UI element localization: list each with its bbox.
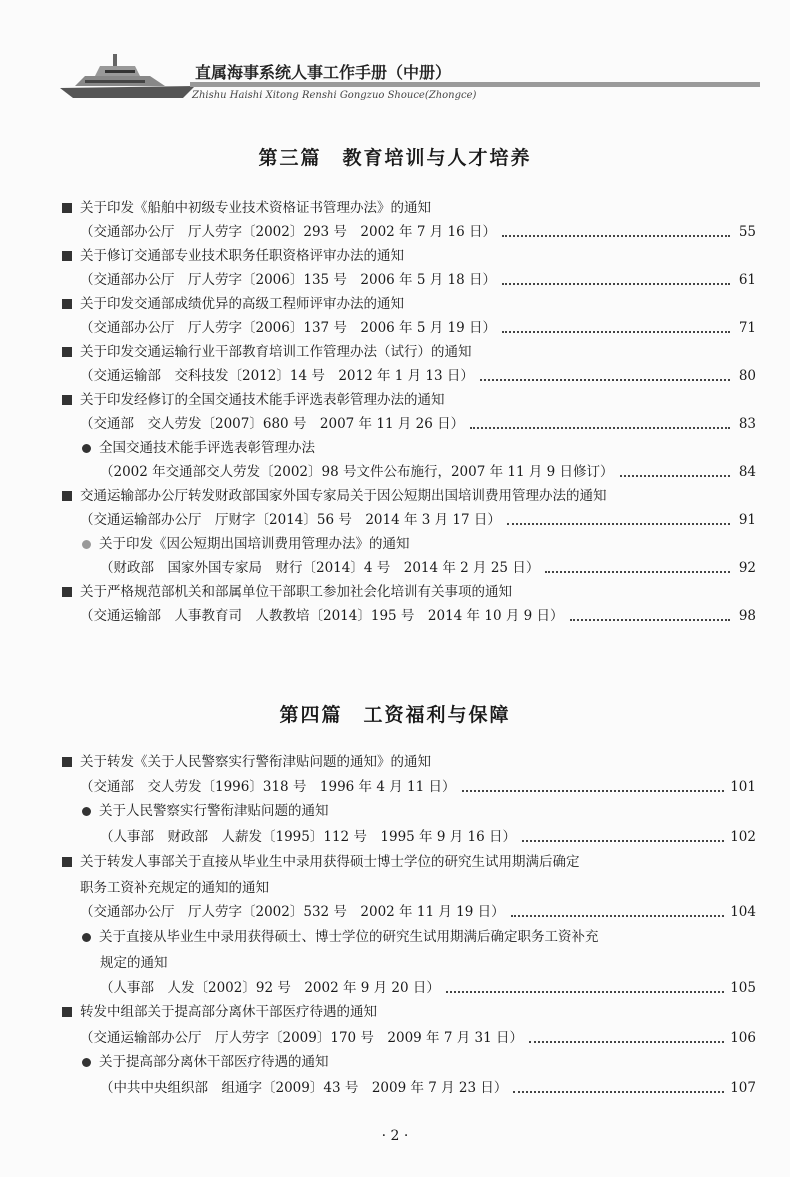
dot-leader	[446, 983, 724, 993]
toc-entry-title	[82, 1053, 329, 1071]
dot-leader	[545, 563, 730, 573]
toc-source-line	[100, 1079, 756, 1097]
toc-source-line	[80, 415, 756, 433]
header-rule	[190, 82, 760, 87]
round-bullet-icon	[82, 1058, 91, 1067]
entry-text: 全国交通技术能手评选表彰管理办法	[99, 440, 315, 456]
toc-entry-title	[62, 487, 607, 505]
page-reference: 106	[730, 1030, 756, 1046]
toc-source-line	[80, 607, 756, 625]
toc-title-continued	[100, 954, 168, 972]
entry-text: （财政部 国家外国专家局 财行〔2014〕4 号 2014 年 2 月 25 日）	[100, 560, 540, 576]
toc-source-line	[80, 223, 756, 241]
page-reference: 102	[730, 829, 756, 845]
entry-text: （人事部 财政部 人薪发〔1995〕112 号 1995 年 9 月 16 日）	[100, 829, 516, 845]
ship-logo-icon	[55, 50, 205, 105]
toc-entry-title	[62, 753, 431, 771]
entry-text: 关于印发《船舶中初级专业技术资格证书管理办法》的通知	[80, 200, 431, 216]
page-number: · 2 ·	[381, 1128, 409, 1144]
entry-text: （交通部 交人劳发〔1996〕318 号 1996 年 4 月 11 日）	[80, 779, 456, 795]
dot-leader	[502, 323, 730, 333]
toc-source-line	[80, 271, 756, 289]
page-reference: 84	[738, 464, 756, 480]
page-reference: 104	[730, 904, 756, 920]
entry-text: 关于印发经修订的全国交通技术能手评选表彰管理办法的通知	[80, 392, 445, 408]
entry-text: 关于印发交通部成绩优异的高级工程师评审办法的通知	[80, 296, 404, 312]
page-reference: 55	[738, 224, 756, 240]
square-bullet-icon	[62, 857, 72, 867]
entry-text: （交通部办公厅 厅人劳字〔2002〕532 号 2002 年 11 月 19 日）	[80, 904, 505, 920]
entry-text: 关于严格规范部机关和部属单位干部职工参加社会化培训有关事项的通知	[80, 584, 512, 600]
page-reference: 92	[738, 560, 756, 576]
entry-text: （交通部办公厅 厅人劳字〔2006〕137 号 2006 年 5 月 19 日）	[80, 320, 496, 336]
dot-leader	[522, 832, 724, 842]
entry-text: （交通运输部 人事教育司 人教教培〔2014〕195 号 2014 年 10 月 9 日）	[80, 608, 564, 624]
toc-entry-title	[62, 343, 472, 361]
toc-source-line	[80, 778, 756, 796]
entry-text: 关于人民警察实行警衔津贴问题的通知	[99, 803, 329, 819]
dot-leader	[502, 227, 730, 237]
toc-source-line	[80, 367, 756, 385]
page-reference: 105	[730, 980, 756, 996]
round-bullet-icon	[82, 444, 91, 453]
entry-text: 关于提高部分离休干部医疗待遇的通知	[99, 1054, 329, 1070]
toc-entry-title	[62, 199, 431, 217]
round-bullet-icon	[82, 540, 91, 549]
square-bullet-icon	[62, 251, 72, 261]
square-bullet-icon	[62, 491, 72, 501]
square-bullet-icon	[62, 757, 72, 767]
dot-leader	[480, 371, 730, 381]
page-reference: 98	[738, 608, 756, 624]
dot-leader	[462, 782, 725, 792]
toc-entry-title	[62, 295, 404, 313]
entry-text: 交通运输部办公厅转发财政部国家外国专家局关于因公短期出国培训费用管理办法的通知	[80, 488, 607, 504]
toc-entry-title	[62, 853, 580, 871]
page-reference: 101	[730, 779, 756, 795]
dot-leader	[470, 419, 730, 429]
entry-text: 关于直接从毕业生中录用获得硕士、博士学位的研究生试用期满后确定职务工资补充	[99, 929, 599, 945]
toc-entry-title	[82, 928, 599, 946]
entry-text: （人事部 人发〔2002〕92 号 2002 年 9 月 20 日）	[100, 980, 440, 996]
entry-text: 关于转发《关于人民警察实行警衔津贴问题的通知》的通知	[80, 754, 431, 770]
square-bullet-icon	[62, 1007, 72, 1017]
toc-source-line	[80, 511, 756, 529]
page-reference: 61	[738, 272, 756, 288]
entry-text: （2002 年交通部交人劳发〔2002〕98 号文件公布施行，2007 年 11 月 9 日修订）	[100, 464, 614, 480]
toc-source-line	[80, 319, 756, 337]
round-bullet-icon	[82, 933, 91, 942]
toc-entry-title	[62, 391, 445, 409]
running-header-pinyin: Zhishu Haishi Xitong Renshi Gongzuo Shouce(Zhongce)	[192, 90, 477, 101]
toc-title-continued	[80, 879, 269, 897]
toc-source-line	[100, 559, 756, 577]
toc-entry-title	[82, 535, 410, 553]
entry-text: （交通部办公厅 厅人劳字〔2006〕135 号 2006 年 5 月 18 日）	[80, 272, 496, 288]
page-reference: 80	[738, 368, 756, 384]
toc-source-line	[80, 903, 756, 921]
entry-text: 关于印发《因公短期出国培训费用管理办法》的通知	[99, 536, 410, 552]
entry-text: （交通运输部办公厅 厅财字〔2014〕56 号 2014 年 3 月 17 日）	[80, 512, 501, 528]
dot-leader	[507, 515, 730, 525]
entry-text: 关于转发人事部关于直接从毕业生中录用获得硕士博士学位的研究生试用期满后确定	[80, 854, 580, 870]
page-reference: 71	[738, 320, 756, 336]
dot-leader	[529, 1033, 724, 1043]
entry-text: （交通部 交人劳发〔2007〕680 号 2007 年 11 月 26 日）	[80, 416, 465, 432]
toc-entry-title	[82, 802, 329, 820]
entry-text: 关于修订交通部专业技术职务任职资格评审办法的通知	[80, 248, 404, 264]
square-bullet-icon	[62, 347, 72, 357]
page-reference: 83	[738, 416, 756, 432]
toc-entry-title	[62, 1003, 377, 1021]
entry-text: （交通部办公厅 厅人劳字〔2002〕293 号 2002 年 7 月 16 日）	[80, 224, 496, 240]
entry-text: 关于印发交通运输行业干部教育培训工作管理办法（试行）的通知	[80, 344, 472, 360]
entry-text: 转发中组部关于提高部分离休干部医疗待遇的通知	[80, 1004, 377, 1020]
toc-source-line	[100, 979, 756, 997]
square-bullet-icon	[62, 299, 72, 309]
entry-text: （交通运输部办公厅 厅人劳字〔2009〕170 号 2009 年 7 月 31 日）	[80, 1030, 523, 1046]
dot-leader	[570, 611, 731, 621]
entry-text: （中共中央组织部 组通字〔2009〕43 号 2009 年 7 月 23 日）	[100, 1080, 508, 1096]
toc-source-line	[100, 828, 756, 846]
entry-text: （交通运输部 交科技发〔2012〕14 号 2012 年 1 月 13 日）	[80, 368, 474, 384]
page-reference: 107	[730, 1080, 756, 1096]
toc-entry-title	[62, 583, 512, 601]
entry-text: 职务工资补充规定的通知的通知	[80, 880, 269, 896]
page-reference: 91	[738, 512, 756, 528]
square-bullet-icon	[62, 587, 72, 597]
toc-source-line	[100, 463, 756, 481]
section-title: 第三篇 教育培训与人才培养	[258, 147, 532, 169]
toc-source-line	[80, 1029, 756, 1047]
entry-text: 规定的通知	[100, 955, 168, 971]
toc-entry-title	[62, 247, 404, 265]
running-header-title: 直属海事系统人事工作手册（中册）	[195, 63, 452, 82]
square-bullet-icon	[62, 395, 72, 405]
square-bullet-icon	[62, 203, 72, 213]
dot-leader	[513, 1083, 724, 1093]
dot-leader	[511, 907, 725, 917]
dot-leader	[620, 467, 730, 477]
round-bullet-icon	[82, 807, 91, 816]
section-title: 第四篇 工资福利与保障	[279, 704, 511, 726]
dot-leader	[502, 275, 730, 285]
toc-entry-title	[82, 439, 315, 457]
